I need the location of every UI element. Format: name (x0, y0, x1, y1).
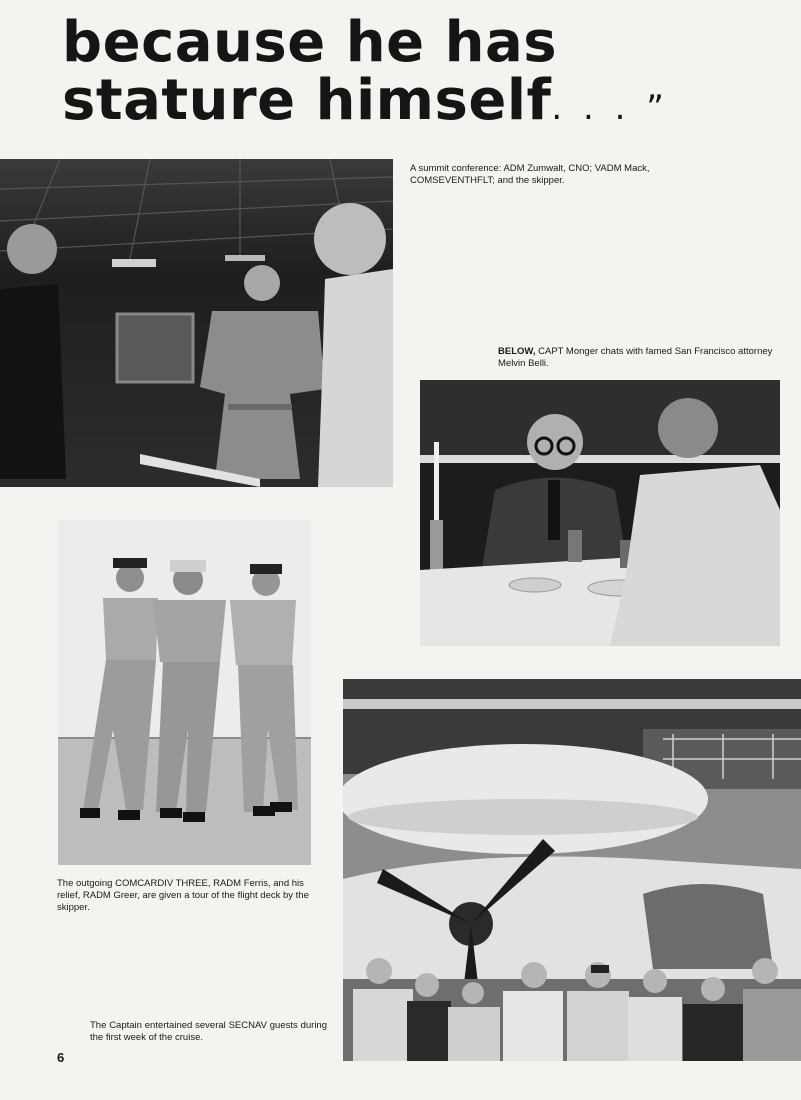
caption-belli-lead: BELOW, (498, 346, 536, 357)
caption-belli-text: CAPT Monger chats with famed San Francisco attorney Melvin Belli. (498, 346, 773, 369)
caption-summit-text: A summit conference: ADM Zumwalt, CNO; VADM Mack, COMSEVENTHFLT; and the skipper. (410, 163, 650, 186)
caption-flight-deck-text: The outgoing COMCARDIV THREE, RADM Ferris, and his relief, RADM Greer, are given a tour of the flight deck by the skipper. (57, 878, 309, 913)
headline-line-1: because he has (62, 10, 558, 75)
caption-summit (410, 163, 710, 187)
caption-belli (498, 346, 783, 370)
caption-secnav-text: The Captain entertained several SECNAV guests during the first week of the cruise. (90, 1020, 327, 1043)
photo-summit-graphic (0, 159, 393, 487)
photo-flight-deck-tour (58, 520, 311, 865)
photo-belli-graphic (420, 380, 780, 646)
page-number: 6 (57, 1050, 65, 1065)
headline (62, 10, 669, 137)
caption-flight-deck (57, 878, 310, 914)
photo-flight-deck-graphic (58, 520, 311, 865)
headline-line-2: stature himself (62, 68, 552, 133)
headline-ellipsis: . . . ” (551, 88, 669, 128)
photo-belli-dinner (420, 380, 780, 646)
photo-secnav-guests (343, 679, 801, 1061)
photo-summit-conference (0, 159, 393, 487)
photo-secnav-graphic (343, 679, 801, 1061)
caption-secnav (90, 1020, 327, 1044)
